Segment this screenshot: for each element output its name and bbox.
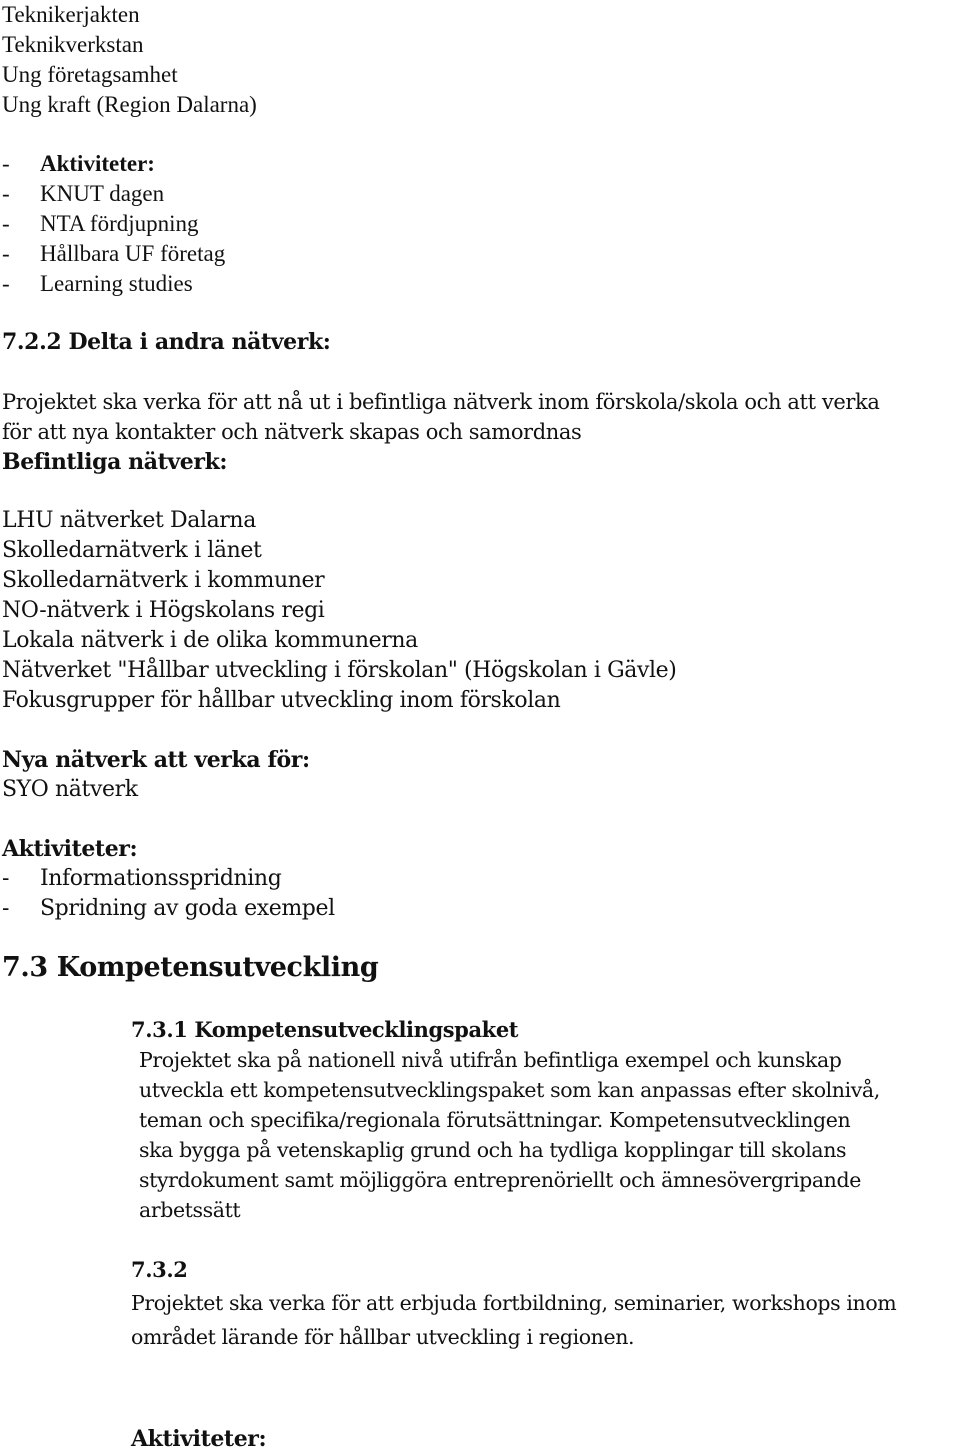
list-item: - Hållbara UF företag [2, 241, 226, 266]
paragraph-line: området lärande för hållbar utveckling i regionen. [131, 1325, 635, 1349]
list-item: NO-nätverk i Högskolans regi [2, 598, 325, 623]
list-item: Skolledarnätverk i kommuner [2, 568, 325, 593]
activities-heading-2: Aktiviteter: [2, 836, 138, 862]
activities-heading-3: Aktiviteter: [131, 1426, 267, 1452]
list-item: Teknikverkstan [2, 32, 144, 57]
list-item: Fokusgrupper för hållbar utveckling inom förskolan [2, 688, 561, 713]
section-heading-73: 7.3 Kompetensutveckling [2, 952, 379, 983]
list-item: Teknikerjakten [2, 2, 140, 27]
paragraph-line: Projektet ska verka för att erbjuda fortbildning, seminarier, workshops inom [131, 1291, 897, 1315]
list-item: - Spridning av goda exempel [2, 896, 335, 921]
new-networks-heading: Nya nätverk att verka för: [2, 747, 310, 773]
subsection-paragraph-731: Projektet ska på nationell nivå utifrån befintliga exempel och kunskap utveckla ett kompetensutvecklingspaket som kan anpassas efter skolnivå, teman och specifika/regionala förutsättningar. Kompetensutvecklingen ska bygga på vetenskaplig grund och ha tydliga kopplingar till skolans styrdokument samt möjliggöra entreprenöriellt och ämnesövergripande arbetssätt [139, 1048, 880, 1222]
list-item: - NTA fördjupning [2, 211, 199, 236]
list-item: LHU nätverket Dalarna [2, 508, 256, 533]
paragraph-line: Projektet ska verka för att nå ut i befintliga nätverk inom förskola/skola och att verka [2, 390, 880, 414]
list-item: Nätverket "Hållbar utveckling i förskolan" (Högskolan i Gävle) [2, 658, 677, 683]
list-item: - Learning studies [2, 271, 193, 296]
list-item: Lokala nätverk i de olika kommunerna [2, 628, 418, 653]
list-item: - Informationsspridning [2, 866, 282, 891]
list-item: - KNUT dagen [2, 181, 165, 206]
activities-heading-1: - Aktiviteter: [2, 151, 155, 176]
list-item: SYO nätverk [2, 777, 138, 802]
section-heading-722: 7.2.2 Delta i andra nätverk: [2, 329, 331, 355]
list-item: Skolledarnätverk i länet [2, 538, 262, 563]
subsection-heading-731: 7.3.1 Kompetensutvecklingspaket [131, 1017, 519, 1042]
paragraph-line: för att nya kontakter och nätverk skapas och samordnas [2, 420, 582, 444]
existing-networks-heading: Befintliga nätverk: [2, 449, 228, 475]
list-item: Ung företagsamhet [2, 62, 178, 87]
list-item: Ung kraft (Region Dalarna) [2, 92, 257, 117]
subsection-heading-732: 7.3.2 [131, 1257, 188, 1282]
